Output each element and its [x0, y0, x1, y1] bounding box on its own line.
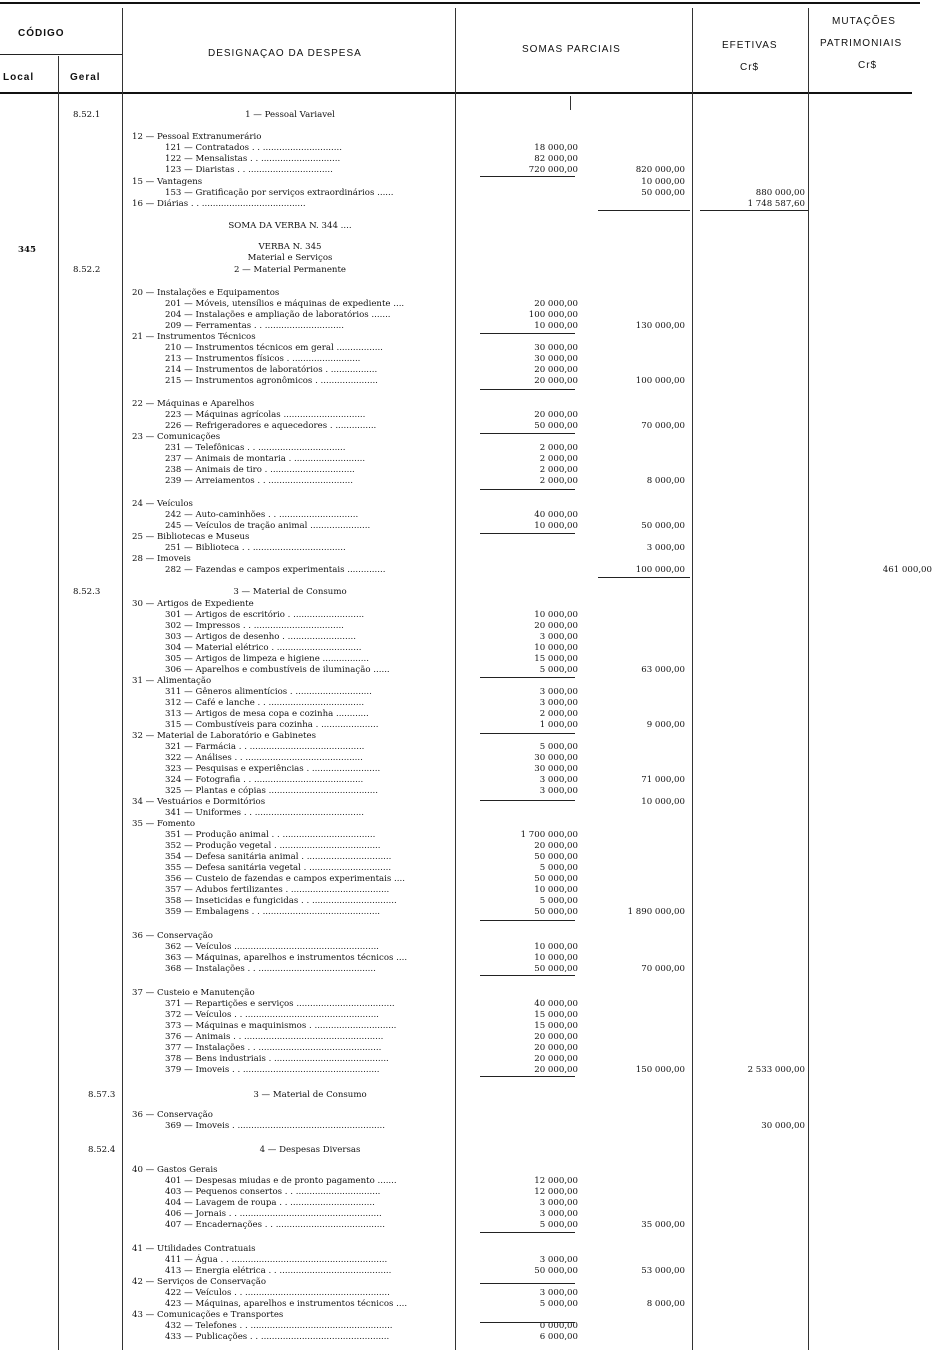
- row-description: 21 — Instrumentos Técnicos: [132, 332, 256, 342]
- row-soma-parcial: 50 000,00: [534, 852, 578, 862]
- row-soma-parcial: 5 000,00: [539, 742, 578, 752]
- section-heading: Material e Serviços: [247, 253, 333, 263]
- row-soma-parcial: 20 000,00: [534, 376, 578, 386]
- row-efetiva: 100 000,00: [635, 565, 685, 575]
- subtotal-rule: [480, 677, 575, 678]
- row-description: 324 — Fotografia . . ........................................: [165, 775, 364, 785]
- row-efetiva: 35 000,00: [641, 1220, 685, 1230]
- row-description: 321 — Farmácia . . ..........................................: [165, 742, 365, 752]
- row-description: 201 — Móveis, utensílios e máquinas de expediente ....: [165, 299, 405, 309]
- row-description: 305 — Artigos de limpeza e higiene .................: [165, 654, 369, 664]
- row-description: 352 — Produção vegetal . .....................................: [165, 841, 381, 851]
- row-soma-parcial: 5 000,00: [539, 1220, 578, 1230]
- subtotal-rule: [480, 1283, 575, 1284]
- row-description: 359 — Embalagens . . ...........................................: [165, 907, 381, 917]
- row-soma-parcial: 10 000,00: [534, 643, 578, 653]
- subtotal-rule: [598, 577, 690, 578]
- row-efetiva: 53 000,00: [641, 1266, 685, 1276]
- row-soma-parcial: 18 000,00: [534, 143, 578, 153]
- row-soma-parcial: 2 000,00: [539, 709, 578, 719]
- geral-code: 8.57.3: [88, 1090, 116, 1100]
- section-heading: 3 — Material de Consumo: [253, 1090, 367, 1100]
- row-soma-parcial: 6 000,00: [539, 1332, 578, 1342]
- row-description: 401 — Despesas miudas e de pronto pagamento .......: [165, 1176, 397, 1186]
- subtotal-rule: [480, 176, 575, 177]
- row-soma-parcial: 50 000,00: [534, 421, 578, 431]
- row-description: 238 — Animais de tiro . ...............................: [165, 465, 355, 475]
- row-description: 311 — Gêneros alimentícios . ............................: [165, 687, 372, 697]
- row-efetiva: 63 000,00: [641, 665, 685, 675]
- row-description: 407 — Encadernações . . ........................................: [165, 1220, 385, 1230]
- row-description: 30 — Artigos de Expediente: [132, 599, 254, 609]
- row-efetiva: 1 890 000,00: [627, 907, 685, 917]
- row-soma-parcial: 50 000,00: [534, 907, 578, 917]
- row-description: 122 — Mensalistas . . .............................: [165, 154, 341, 164]
- subtotal-rule: [480, 733, 575, 734]
- row-efetiva: 150 000,00: [635, 1065, 685, 1075]
- row-description: 302 — Impressos . . .................................: [165, 621, 344, 631]
- row-soma-parcial: 12 000,00: [534, 1176, 578, 1186]
- row-description: 32 — Material de Laboratório e Gabinetes: [132, 731, 316, 741]
- row-description: 37 — Custeio e Manutenção: [132, 988, 255, 998]
- row-description: 411 — Água . . .........................................................: [165, 1255, 388, 1265]
- section-heading: 3 — Material de Consumo: [233, 587, 347, 597]
- row-efetiva: 9 000,00: [646, 720, 685, 730]
- row-mutacao: 1 748 587,60: [747, 199, 805, 209]
- somas-parciais-header: SOMAS PARCIAIS: [522, 44, 621, 55]
- row-description: 312 — Café e lanche . . ...................................: [165, 698, 365, 708]
- subtotal-rule: [700, 210, 808, 211]
- row-description: 213 — Instrumentos físicos . .........................: [165, 354, 361, 364]
- row-soma-parcial: 3 000,00: [539, 687, 578, 697]
- row-soma-parcial: 20 000,00: [534, 1054, 578, 1064]
- row-soma-parcial: 5 000,00: [539, 665, 578, 675]
- row-soma-parcial: 20 000,00: [534, 1043, 578, 1053]
- row-soma-parcial: 20 000,00: [534, 621, 578, 631]
- row-efetiva: 70 000,00: [641, 964, 685, 974]
- row-description: 362 — Veículos .....................................................: [165, 942, 379, 952]
- row-soma-parcial: 15 000,00: [534, 1010, 578, 1020]
- section-heading: SOMA DA VERBA N. 344 ....: [228, 221, 352, 231]
- row-description: 358 — Inseticidas e fungicidas . . ...............................: [165, 896, 397, 906]
- row-description: 432 — Telefones . . ....................................................: [165, 1321, 393, 1331]
- subtotal-rule: [480, 389, 575, 390]
- row-soma-parcial: 720 000,00: [528, 165, 578, 175]
- subtotal-rule: [480, 975, 575, 976]
- row-description: 355 — Defesa sanitária vegetal . ..............................: [165, 863, 392, 873]
- row-description: 209 — Ferramentas . . .............................: [165, 321, 345, 331]
- row-description: 121 — Contratados . . .............................: [165, 143, 342, 153]
- row-description: 226 — Refrigeradores e aquecedores . ...............: [165, 421, 377, 431]
- section-heading: VERBA N. 345: [258, 242, 322, 252]
- row-description: 31 — Alimentação: [132, 676, 212, 686]
- row-soma-parcial: 82 000,00: [534, 154, 578, 164]
- center-tick: [570, 96, 571, 110]
- row-soma-parcial: 10 000,00: [534, 885, 578, 895]
- row-description: 301 — Artigos de escritório . ..........................: [165, 610, 365, 620]
- row-description: 306 — Aparelhos e combustíveis de iluminação ......: [165, 665, 390, 675]
- row-description: 376 — Animais . . ...................................................: [165, 1032, 384, 1042]
- row-description: 373 — Máquinas e maquinismos . ..............................: [165, 1021, 397, 1031]
- row-description: 245 — Veículos de tração animal ......................: [165, 521, 371, 531]
- row-soma-parcial: 50 000,00: [534, 964, 578, 974]
- row-description: 351 — Produção animal . . ..................................: [165, 830, 376, 840]
- row-description: 36 — Conservação: [132, 931, 213, 941]
- subtotal-rule: [480, 333, 575, 334]
- row-efetiva: 3 000,00: [646, 543, 685, 553]
- row-description: 239 — Arreiamentos . . ...............................: [165, 476, 353, 486]
- row-soma-parcial: 20 000,00: [534, 299, 578, 309]
- row-soma-parcial: 30 000,00: [534, 343, 578, 353]
- row-mutacao: 880 000,00: [755, 188, 805, 198]
- codigo-header: CÓDIGO: [18, 28, 65, 39]
- row-soma-parcial: 3 000,00: [539, 1209, 578, 1219]
- row-description: 371 — Repartições e serviços ....................................: [165, 999, 395, 1009]
- row-efetiva: 70 000,00: [641, 421, 685, 431]
- col-divider-efetivas: [808, 8, 809, 1350]
- row-soma-parcial: 20 000,00: [534, 841, 578, 851]
- subtotal-rule: [480, 489, 575, 490]
- row-description: 43 — Comunicações e Transportes: [132, 1310, 284, 1320]
- subtotal-rule: [598, 210, 690, 211]
- row-soma-parcial: 15 000,00: [534, 654, 578, 664]
- row-description: 303 — Artigos de desenho . .........................: [165, 632, 356, 642]
- row-efetiva: 820 000,00: [635, 165, 685, 175]
- row-description: 251 — Biblioteca . . ..................................: [165, 543, 346, 553]
- row-soma-parcial: 50 000,00: [534, 1266, 578, 1276]
- row-description: 378 — Bens industriais . ..........................................: [165, 1054, 389, 1064]
- subtotal-rule: [480, 1076, 575, 1077]
- mutacoes-header: MUTAÇÕES: [832, 16, 896, 27]
- row-soma-parcial: 2 000,00: [539, 476, 578, 486]
- row-description: 42 — Serviços de Conservação: [132, 1277, 267, 1287]
- row-description: 25 — Bibliotecas e Museus: [132, 532, 250, 542]
- row-description: 231 — Telefônicas . . ................................: [165, 443, 346, 453]
- row-soma-parcial: 5 000,00: [539, 1299, 578, 1309]
- row-description: 35 — Fomento: [132, 819, 196, 829]
- row-description: 242 — Auto-caminhões . . .............................: [165, 510, 359, 520]
- row-description: 223 — Máquinas agrícolas ..............................: [165, 410, 366, 420]
- row-description: 323 — Pesquisas e experiências . .........................: [165, 764, 381, 774]
- row-soma-parcial: 3 000,00: [539, 632, 578, 642]
- row-soma-parcial: 20 000,00: [534, 365, 578, 375]
- row-soma-parcial: 3 000,00: [539, 1288, 578, 1298]
- subtotal-rule: [480, 433, 575, 434]
- top-rule: [0, 2, 920, 4]
- row-efetiva: 10 000,00: [641, 797, 685, 807]
- row-soma-parcial: 10 000,00: [534, 610, 578, 620]
- row-description: 34 — Vestuários e Dormitórios: [132, 797, 266, 807]
- geral-code: 8.52.4: [88, 1145, 116, 1155]
- row-soma-parcial: 10 000,00: [534, 521, 578, 531]
- row-mutacao: 30 000,00: [761, 1121, 805, 1131]
- row-description: 41 — Utilidades Contratuais: [132, 1244, 256, 1254]
- row-description: 379 — Imoveis . . ..................................................: [165, 1065, 380, 1075]
- row-soma-parcial: 30 000,00: [534, 764, 578, 774]
- row-soma-parcial: 10 000,00: [534, 942, 578, 952]
- row-description: 123 — Diaristas . . ...............................: [165, 165, 333, 175]
- row-soma-parcial: 3 000,00: [539, 775, 578, 785]
- row-description: 422 — Veículos . . .....................................................: [165, 1288, 390, 1298]
- row-efetiva: 50 000,00: [641, 188, 685, 198]
- row-soma-parcial: 1 700 000,00: [520, 830, 578, 840]
- row-soma-parcial: 50 000,00: [534, 874, 578, 884]
- row-description: 12 — Pessoal Extranumerário: [132, 132, 262, 142]
- row-description: 356 — Custeio de fazendas e campos experimentais ....: [165, 874, 405, 884]
- row-soma-parcial: 20 000,00: [534, 1032, 578, 1042]
- row-soma-parcial: 20 000,00: [534, 410, 578, 420]
- row-soma-parcial: 20 000,00: [534, 1065, 578, 1075]
- row-soma-parcial: 5 000,00: [539, 863, 578, 873]
- row-description: 24 — Veículos: [132, 499, 193, 509]
- row-mutacao: 2 533 000,00: [747, 1065, 805, 1075]
- row-description: 357 — Adubos fertilizantes . ....................................: [165, 885, 390, 895]
- row-description: 341 — Uniformes . . ........................................: [165, 808, 365, 818]
- subtotal-rule: [480, 800, 575, 801]
- row-description: 433 — Publicações . . ...............................................: [165, 1332, 390, 1342]
- row-soma-parcial: 10 000,00: [534, 953, 578, 963]
- section-heading: 2 — Material Permanente: [233, 265, 346, 275]
- row-soma-parcial: 10 000,00: [534, 321, 578, 331]
- section-heading: 1 — Pessoal Variavel: [245, 110, 335, 120]
- row-efetiva: 10 000,00: [641, 177, 685, 187]
- row-soma-parcial: 2 000,00: [539, 465, 578, 475]
- row-description: 372 — Veículos . . .................................................: [165, 1010, 379, 1020]
- row-soma-parcial: 0 000,00: [539, 1321, 578, 1331]
- table-header: [0, 0, 942, 100]
- subtotal-rule: [480, 920, 575, 921]
- row-soma-parcial: 3 000,00: [539, 1198, 578, 1208]
- row-description: 403 — Pequenos consertos . . ...............................: [165, 1187, 381, 1197]
- row-soma-parcial: 12 000,00: [534, 1187, 578, 1197]
- codigo-rule: [0, 54, 122, 55]
- subtotal-rule: [480, 1232, 575, 1233]
- row-description: 282 — Fazendas e campos experimentais ..............: [165, 565, 386, 575]
- row-description: 23 — Comunicações: [132, 432, 221, 442]
- row-description: 153 — Gratificação por serviços extraordinários ......: [165, 188, 394, 198]
- row-description: 322 — Análises . . ...........................................: [165, 753, 363, 763]
- row-efetiva: 8 000,00: [646, 476, 685, 486]
- row-description: 22 — Máquinas e Aparelhos: [132, 399, 255, 409]
- subtotal-rule: [480, 1322, 575, 1323]
- row-description: 16 — Diárias . . ......................................: [132, 199, 306, 209]
- row-soma-parcial: 3 000,00: [539, 698, 578, 708]
- row-description: 413 — Energia elétrica . . .........................................: [165, 1266, 392, 1276]
- row-soma-parcial: 5 000,00: [539, 896, 578, 906]
- row-description: 28 — Imoveis: [132, 554, 191, 564]
- row-soma-parcial: 2 000,00: [539, 454, 578, 464]
- row-description: 304 — Material elétrico . ...............................: [165, 643, 362, 653]
- subtotal-rule: [480, 533, 575, 534]
- row-soma-parcial: 30 000,00: [534, 753, 578, 763]
- row-description: 214 — Instrumentos de laboratórios . .................: [165, 365, 378, 375]
- row-description: 363 — Máquinas, aparelhos e instrumentos técnicos ....: [165, 953, 408, 963]
- row-description: 15 — Vantagens: [132, 177, 203, 187]
- section-heading: 4 — Despesas Diversas: [259, 1145, 361, 1155]
- designacao-header: DESIGNAÇAO DA DESPESA: [208, 48, 362, 59]
- row-efetiva: 130 000,00: [635, 321, 685, 331]
- row-soma-parcial: 15 000,00: [534, 1021, 578, 1031]
- row-description: 423 — Máquinas, aparelhos e instrumentos técnicos ....: [165, 1299, 408, 1309]
- row-efetiva: 8 000,00: [646, 1299, 685, 1309]
- col-divider-somas: [692, 8, 693, 1350]
- row-description: 36 — Conservação: [132, 1110, 213, 1120]
- geral-code: 8.52.3: [73, 587, 101, 597]
- row-description: 325 — Plantas e cópias ........................................: [165, 786, 378, 796]
- row-soma-parcial: 40 000,00: [534, 510, 578, 520]
- geral-header: Geral: [70, 72, 101, 83]
- row-description: 210 — Instrumentos técnicos em geral .................: [165, 343, 383, 353]
- row-description: 315 — Combustíveis para cozinha . .....................: [165, 720, 379, 730]
- row-description: 204 — Instalações e ampliação de laboratórios .......: [165, 310, 391, 320]
- row-description: 237 — Animais de montaria . ..........................: [165, 454, 366, 464]
- geral-code: 8.52.2: [73, 265, 101, 275]
- row-patrimonial: 461 000,00: [882, 565, 932, 575]
- row-description: 369 — Imoveis . ......................................................: [165, 1121, 385, 1131]
- row-soma-parcial: 40 000,00: [534, 999, 578, 1009]
- row-efetiva: 100 000,00: [635, 376, 685, 386]
- header-bottom-rule: [0, 92, 912, 94]
- row-description: 377 — Instalações . . .............................................: [165, 1043, 382, 1053]
- row-soma-parcial: 3 000,00: [539, 1255, 578, 1265]
- row-description: 354 — Defesa sanitária animal . ...............................: [165, 852, 392, 862]
- col-divider-local: [58, 56, 59, 1350]
- row-soma-parcial: 1 000,00: [539, 720, 578, 730]
- row-description: 404 — Lavagem de roupa . . ...............................: [165, 1198, 375, 1208]
- row-description: 368 — Instalações . . ...........................................: [165, 964, 376, 974]
- row-description: 313 — Artigos de mesa copa e cozinha ............: [165, 709, 369, 719]
- row-soma-parcial: 100 000,00: [528, 310, 578, 320]
- row-description: 406 — Jornais . . ....................................................: [165, 1209, 382, 1219]
- row-description: 20 — Instalações e Equipamentos: [132, 288, 280, 298]
- row-efetiva: 71 000,00: [641, 775, 685, 785]
- efetivas-unit: Cr$: [740, 62, 760, 73]
- row-description: 215 — Instrumentos agronômicos . .....................: [165, 376, 378, 386]
- row-soma-parcial: 30 000,00: [534, 354, 578, 364]
- row-soma-parcial: 3 000,00: [539, 786, 578, 796]
- row-description: 40 — Gastos Gerais: [132, 1165, 218, 1175]
- row-soma-parcial: 2 000,00: [539, 443, 578, 453]
- row-efetiva: 50 000,00: [641, 521, 685, 531]
- local-code: 345: [18, 245, 36, 255]
- geral-code: 8.52.1: [73, 110, 101, 120]
- patrimoniais-header: PATRIMONIAIS: [820, 38, 903, 49]
- mutacoes-unit: Cr$: [858, 60, 878, 71]
- efetivas-header: EFETIVAS: [722, 40, 778, 51]
- local-header: Local: [3, 72, 35, 83]
- col-divider-geral: [122, 8, 123, 1350]
